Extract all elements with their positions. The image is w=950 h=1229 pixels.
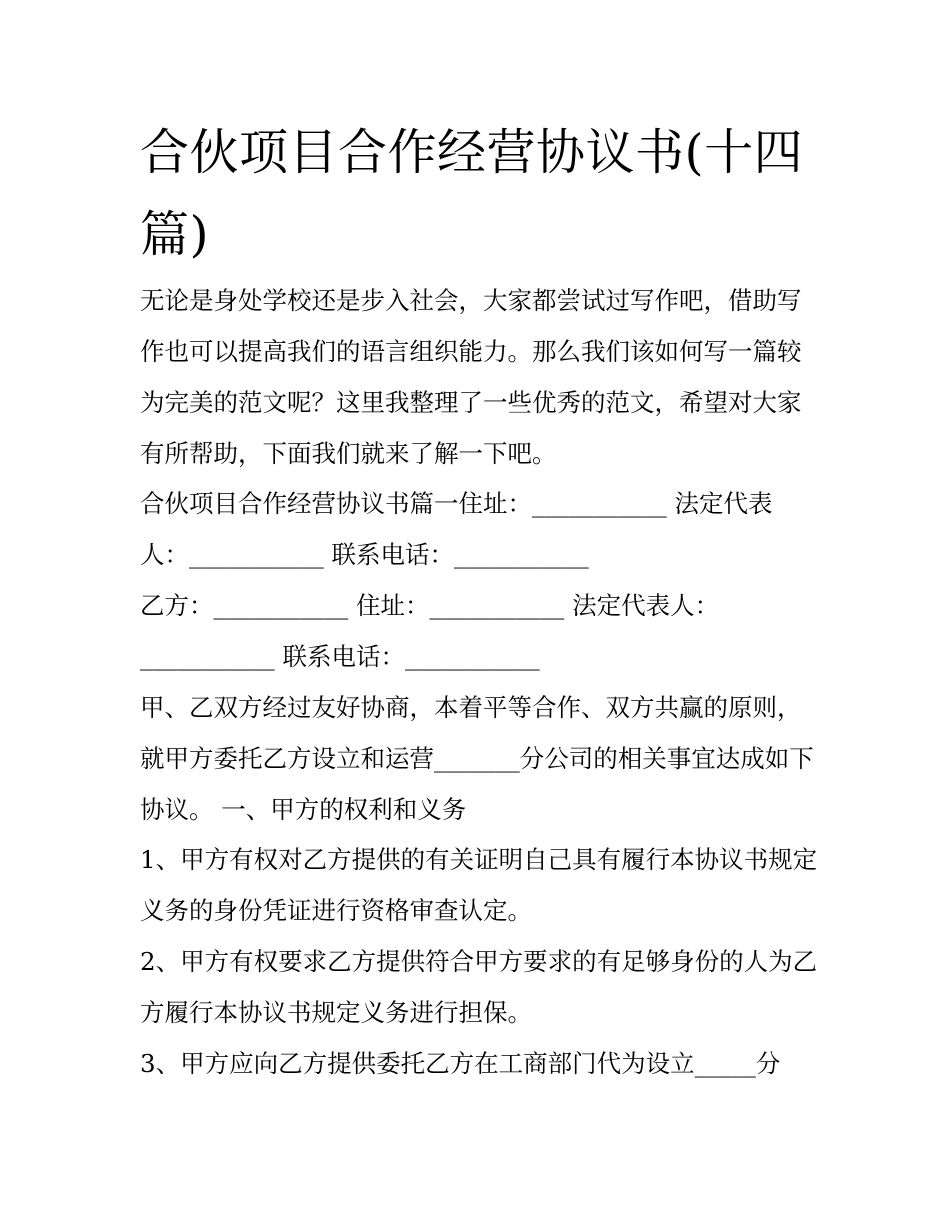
- party-a-paragraph: 合伙项目合作经营协议书篇一住址：___________ 法定代表人：___________ 联系电话：___________: [140, 489, 773, 569]
- preamble-paragraph: 甲、乙双方经过友好协商，本着平等合作、双方共赢的原则，就甲方委托乙方设立和运营_______分公司的相关事宜达成如下协议。 一、甲方的权利和义务: [140, 693, 814, 824]
- intro-paragraph: 无论是身处学校还是步入社会，大家都尝试过写作吧，借助写作也可以提高我们的语言组织能力。那么我们该如何写一篇较为完美的范文呢？这里我整理了一些优秀的范文，希望对大家有所帮助，下面我们就来了解一下吧。: [140, 286, 802, 468]
- party-b-paragraph: 乙方：___________ 住址：___________ 法定代表人：___________ 联系电话：___________: [140, 591, 720, 671]
- clause-3-paragraph: 3、甲方应向乙方提供委托乙方在工商部门代为设立_____分: [140, 1049, 781, 1078]
- document-title: 合伙项目合作经营协议书(十四篇): [140, 124, 804, 263]
- clause-1-paragraph: 1、甲方有权对乙方提供的有关证明自己具有履行本协议书规定义务的身份凭证进行资格审查认定。: [140, 845, 818, 925]
- clause-2-paragraph: 2、甲方有权要求乙方提供符合甲方要求的有足够身份的人为乙方履行本协议书规定义务进行担保。: [140, 947, 818, 1027]
